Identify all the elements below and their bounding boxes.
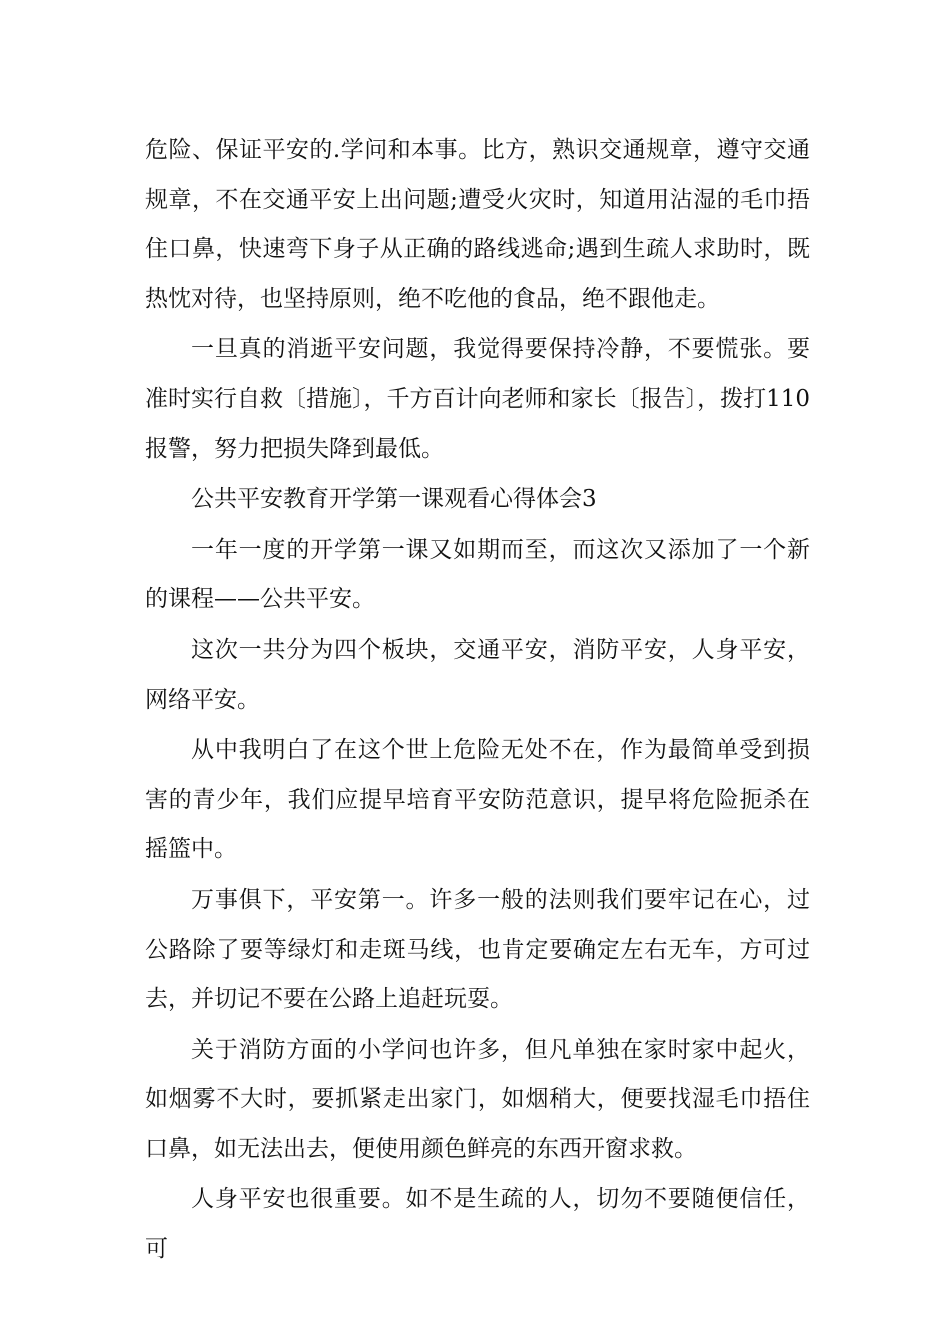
paragraph: 万事俱下，平安第一。许多一般的法则我们要牢记在心，过公路除了要等绿灯和走斑马线，也肯定要确定左右无车，方可过去，并切记不要在公路上追赶玩耍。 <box>145 886 810 1013</box>
paragraph: 关于消防方面的小学问也许多，但凡单独在家时家中起火，如烟雾不大时，要抓紧走出家门，如烟稍大，便要找湿毛巾捂住口鼻，如无法出去，便使用颜色鲜亮的东西开窗求救。 <box>145 1036 810 1162</box>
paragraph: 一旦真的消逝平安问题，我觉得要保持冷静，不要慌张。要准时实行自救〔措施〕，千方百计向老师和家长〔报告〕，拨打110报警，努力把损失降到最低。 <box>145 336 810 462</box>
paragraph: 从中我明白了在这个世上危险无处不在，作为最简单受到损害的青少年，我们应提早培育平安防范意识，提早将危险扼杀在摇篮中。 <box>145 737 810 863</box>
paragraph: 人身平安也很重要。如不是生疏的人，切勿不要随便信任，可 <box>145 1186 810 1263</box>
document-page <box>145 126 810 1276</box>
paragraph: 一年一度的开学第一课又如期而至，而这次又添加了一个新的课程——公共平安。 <box>145 536 810 613</box>
section-heading: 公共平安教育开学第一课观看心得体会3 <box>191 486 597 513</box>
paragraph: 这次一共分为四个板块，交通平安，消防平安，人身平安，网络平安。 <box>145 636 810 713</box>
paragraph: 危险、保证平安的.学问和本事。比方，熟识交通规章，遵守交通规章，不在交通平安上出问题;遭受火灾时，知道用沾湿的毛巾捂住口鼻，快速弯下身子从正确的路线逃命;遇到生疏人求助时，既热忱对待，也坚持原则，绝不吃他的食品，绝不跟他走。 <box>145 137 810 312</box>
